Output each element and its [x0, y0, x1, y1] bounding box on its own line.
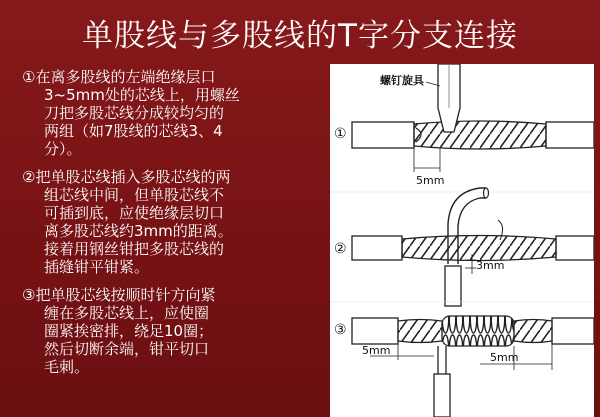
- dim-label-5mm-left: 5mm: [362, 344, 391, 357]
- insulation-right: [552, 318, 594, 344]
- stranded-core: [402, 236, 556, 261]
- step-1: [22, 68, 322, 158]
- single-core-insulation: [445, 266, 461, 306]
- step-line: ③把单股芯线按顺时针方向紧: [22, 286, 216, 304]
- step-line: 3~5mm处的芯线上，用螺丝: [44, 86, 240, 104]
- panel-1: [334, 64, 594, 187]
- stranded-core: [514, 320, 552, 343]
- stranded-core: [414, 121, 546, 149]
- steps-list: [22, 68, 322, 386]
- insulation-left: [352, 236, 402, 260]
- step-line: 毛刺。: [44, 358, 90, 376]
- step-line: 两组（如7股线的芯线3、4: [44, 122, 223, 140]
- insulation-left: [352, 122, 414, 148]
- step-line: ①在离多股线的左端绝缘层口: [22, 68, 216, 86]
- step-line: 缠在多股芯线上，应使圈: [44, 304, 210, 322]
- step-marker-2: ②: [334, 241, 347, 257]
- insulation-right: [556, 236, 594, 260]
- step-line: 离多股芯线约3mm的距离。: [44, 222, 233, 240]
- step-marker-1: ①: [334, 126, 347, 142]
- insulation-right: [546, 122, 594, 148]
- step-line: 然后切断余端，钳平切口: [44, 340, 210, 358]
- stranded-core: [398, 320, 442, 343]
- step-line: 组芯线中间，但单股芯线不: [44, 186, 225, 204]
- step-line: 分）。: [44, 140, 82, 158]
- screwdriver-label: 螺钉旋具: [380, 74, 424, 87]
- step-line: 刀把多股芯线分成较均匀的: [44, 104, 225, 122]
- dim-label-5mm: 5mm: [416, 174, 445, 187]
- wound-coil: [442, 316, 514, 346]
- insulation-left: [352, 318, 398, 344]
- wire-end: [484, 188, 489, 198]
- wiring-diagram: [330, 64, 594, 417]
- panel-2: [334, 188, 594, 306]
- step-line: 插缝钳平钳紧。: [44, 258, 150, 276]
- step-line: 接着用钢丝钳把多股芯线的: [44, 240, 225, 258]
- dim-label-3mm: 3mm: [476, 259, 505, 272]
- step-marker-3: ③: [334, 322, 347, 338]
- wiring-illustration: [330, 64, 594, 417]
- dim-label-5mm-right: 5mm: [490, 351, 519, 364]
- panel-3: [334, 316, 594, 417]
- step-2: [22, 168, 322, 276]
- step-3: [22, 286, 322, 376]
- step-line: 可插到底，应使绝缘层切口: [44, 204, 225, 222]
- single-core-insulation: [434, 374, 450, 417]
- step-line: ②把单股芯线插入多股芯线的两: [22, 168, 231, 186]
- slide-title: 单股线与多股线的T字分支连接: [82, 18, 518, 54]
- step-line: 圈紧挨密排，绕足10圈；: [44, 322, 214, 340]
